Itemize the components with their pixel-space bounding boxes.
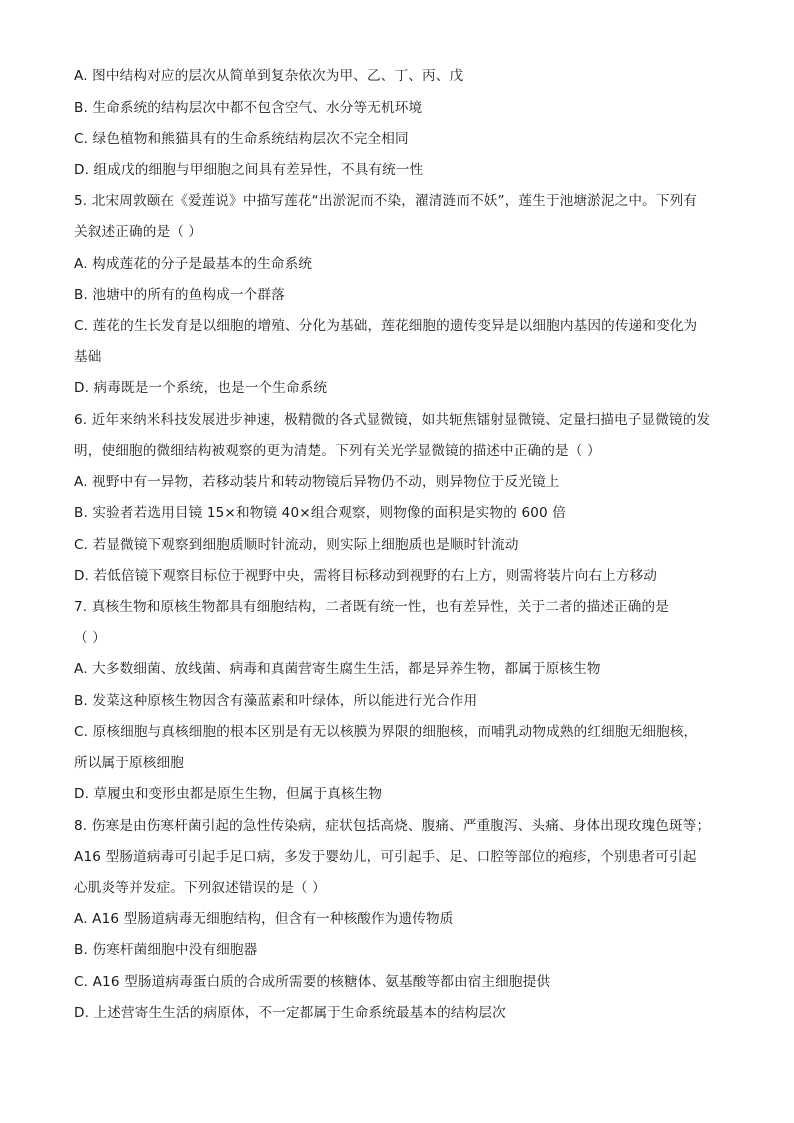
- q5-option-a: A. 构成莲花的分子是最基本的生命系统: [74, 256, 313, 272]
- q5-option-d: D. 病毒既是一个系统，也是一个生命系统: [74, 380, 328, 396]
- q4-option-c: C. 绿色植物和熊猫具有的生命系统结构层次不完全相同: [74, 131, 409, 147]
- q8-option-a: A. A16 型肠道病毒无细胞结构，但含有一种核酸作为遗传物质: [74, 911, 454, 927]
- q6-stem-line-1: 6. 近年来纳米科技发展进步神速，极精微的各式显微镜，如共轭焦镭射显微镜、定量扫描电子显微镜的发: [74, 412, 711, 428]
- q6-option-b: B. 实验者若选用目镜 15×和物镜 40×组合观察，则物像的面积是实物的 600 倍: [74, 505, 567, 521]
- q8-option-b: B. 伤寒杆菌细胞中没有细胞器: [74, 942, 258, 958]
- q6-stem-line-2: 明，使细胞的微细结构被观察的更为清楚。下列有关光学显微镜的描述中正确的是（ ）: [74, 443, 601, 459]
- q5-option-c-line-1: C. 莲花的生长发育是以细胞的增殖、分化为基础，莲花细胞的遗传变异是以细胞内基因的传递和变化为: [74, 318, 698, 334]
- q6-option-d: D. 若低倍镜下观察目标位于视野中央，需将目标移动到视野的右上方，则需将装片向右上方移动: [74, 568, 658, 584]
- q5-option-b: B. 池塘中的所有的鱼构成一个群落: [74, 287, 285, 303]
- q4-option-d: D. 组成戊的细胞与甲细胞之间具有差异性，不具有统一性: [74, 162, 424, 178]
- q7-option-d: D. 草履虫和变形虫都是原生生物，但属于真核生物: [74, 786, 383, 802]
- q4-option-b: B. 生命系统的结构层次中都不包含空气、水分等无机环境: [74, 100, 423, 116]
- q4-option-a: A. 图中结构对应的层次从简单到复杂依次为甲、乙、丁、丙、戊: [74, 68, 464, 84]
- q8-stem-line-3: 心肌炎等并发症。下列叙述错误的是（ ）: [74, 880, 326, 896]
- q5-stem-line-2: 关叙述正确的是（ ）: [74, 224, 203, 240]
- q6-option-a: A. 视野中有一异物，若移动装片和转动物镜后异物仍不动，则异物位于反光镜上: [74, 474, 560, 490]
- q7-option-a: A. 大多数细菌、放线菌、病毒和真菌营寄生腐生生活，都是异养生物，都属于原核生物: [74, 661, 601, 677]
- q8-option-c: C. A16 型肠道病毒蛋白质的合成所需要的核糖体、氨基酸等都由宿主细胞提供: [74, 974, 551, 990]
- q7-option-b: B. 发菜这种原核生物因含有藻蓝素和叶绿体，所以能进行光合作用: [74, 693, 478, 709]
- q8-stem-line-2: A16 型肠道病毒可引起手足口病，多发于婴幼儿，可引起手、足、口腔等部位的疱疹，个别患者可引起: [74, 849, 697, 865]
- q6-option-c: C. 若显微镜下观察到细胞质顺时针流动，则实际上细胞质也是顺时针流动: [74, 537, 519, 553]
- q8-stem-line-1: 8. 伤寒是由伤寒杆菌引起的急性传染病，症状包括高烧、腹痛、严重腹泻、头痛、身体出现玫瑰色斑等；: [74, 818, 711, 834]
- q5-stem-line-1: 5. 北宋周敦颐在《爱莲说》中描写莲花“出淤泥而不染，濯清涟而不妖”，莲生于池塘淤泥之中。下列有: [74, 193, 698, 209]
- q5-option-c-line-2: 基础: [74, 349, 102, 365]
- q7-option-c-line-1: C. 原核细胞与真核细胞的根本区别是有无以核膜为界限的细胞核，而哺乳动物成熟的红细胞无细胞核，: [74, 724, 698, 740]
- q7-option-c-line-2: 所以属于原核细胞: [74, 755, 184, 771]
- q7-stem-line-2: （ ）: [74, 630, 106, 646]
- q7-stem-line-1: 7. 真核生物和原核生物都具有细胞结构，二者既有统一性，也有差异性，关于二者的描述正确的是: [74, 599, 669, 615]
- q8-option-d: D. 上述营寄生生活的病原体，不一定都属于生命系统最基本的结构层次: [74, 1005, 506, 1021]
